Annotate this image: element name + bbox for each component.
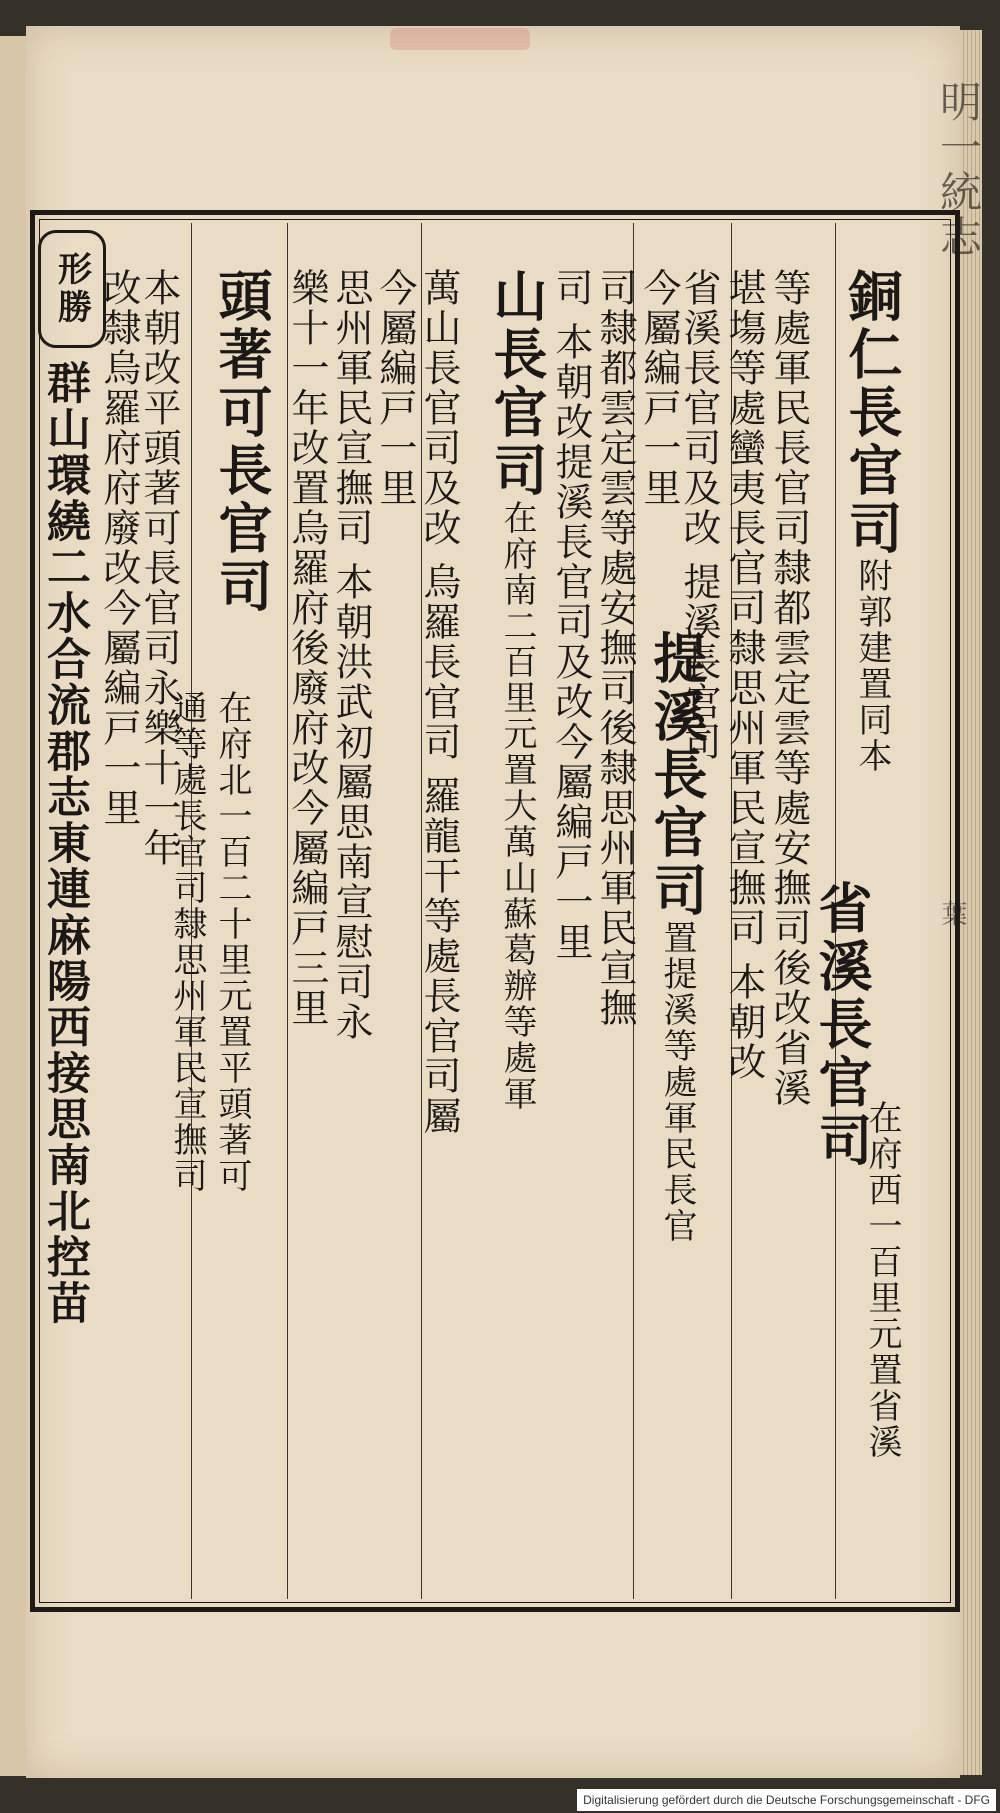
running-head: 明一統志 [934,80,983,260]
text-column: 本朝改平頭著可長官司永樂十一年 [137,268,181,868]
page-marker: 葉 [937,900,967,926]
text-column [840,268,904,774]
text-column: 群山環繞二水合流郡志東連麻陽西接思南北控苗 [39,360,90,1326]
text-column: 司隸都雲定雲等處安撫司後隸思州軍民宣撫 [593,268,637,1028]
entry-text: 置提溪等處軍民長官 [657,920,697,1244]
text-column: 改隸烏羅府府廢改今屬編戸一里 [97,268,141,828]
entry-text: 附郭建置同本 [852,558,892,774]
text-column: 萬山長官司及改 烏羅長官司 羅龍干等處長官司屬 [417,268,461,1137]
text-column: 司 本朝改提溪長官司及改今屬編戸一里 [549,268,593,963]
text-column: 思州軍民宣撫司 本朝洪武初屬思南宣慰司永 [329,268,373,1043]
entry-heading: 頭著可長官司 [210,268,274,616]
entry-heading: 山長官司 [485,268,549,500]
entry-heading: 銅仁長官司 [840,268,904,558]
entry-heading: 省溪長官司 [810,880,874,1170]
text-column: 等處軍民長官司隸都雲定雲等處安撫司後改省溪 [767,268,811,1108]
text-column: 在府西一百里元置省溪 [862,1100,902,1460]
text-column: 在府北一百二十里元置平頭著可 [212,690,252,1194]
text-column [485,268,549,1112]
text-column [810,880,874,1170]
section-label-badge: 形勝 [38,230,106,348]
entry-text: 在府南二百里元置大萬山蘇葛辦等處軍 [497,500,537,1112]
digitization-credit: Digitalisierung gefördert durch die Deutsche Forschungsgemeinschaft - DFG [577,1789,996,1811]
text-column [645,630,709,1244]
text-column: 今屬編戸一里 [637,268,681,508]
text-column: 通等處長官司隸思州軍民宣撫司 [167,690,207,1194]
text-column: 今屬編戸一里 [373,268,417,508]
text-column [210,268,274,616]
text-column: 樂十一年改置烏羅府後廢府改今屬編戸三里 [285,268,329,1028]
text-column: 省溪長官司及改 提溪長官司 [677,268,721,763]
entry-heading: 提溪長官司 [645,630,709,920]
text-column: 堪塲等處蠻夷長官司隸思州軍民宣撫司 本朝改 [722,268,766,1083]
library-stamp [390,28,530,50]
